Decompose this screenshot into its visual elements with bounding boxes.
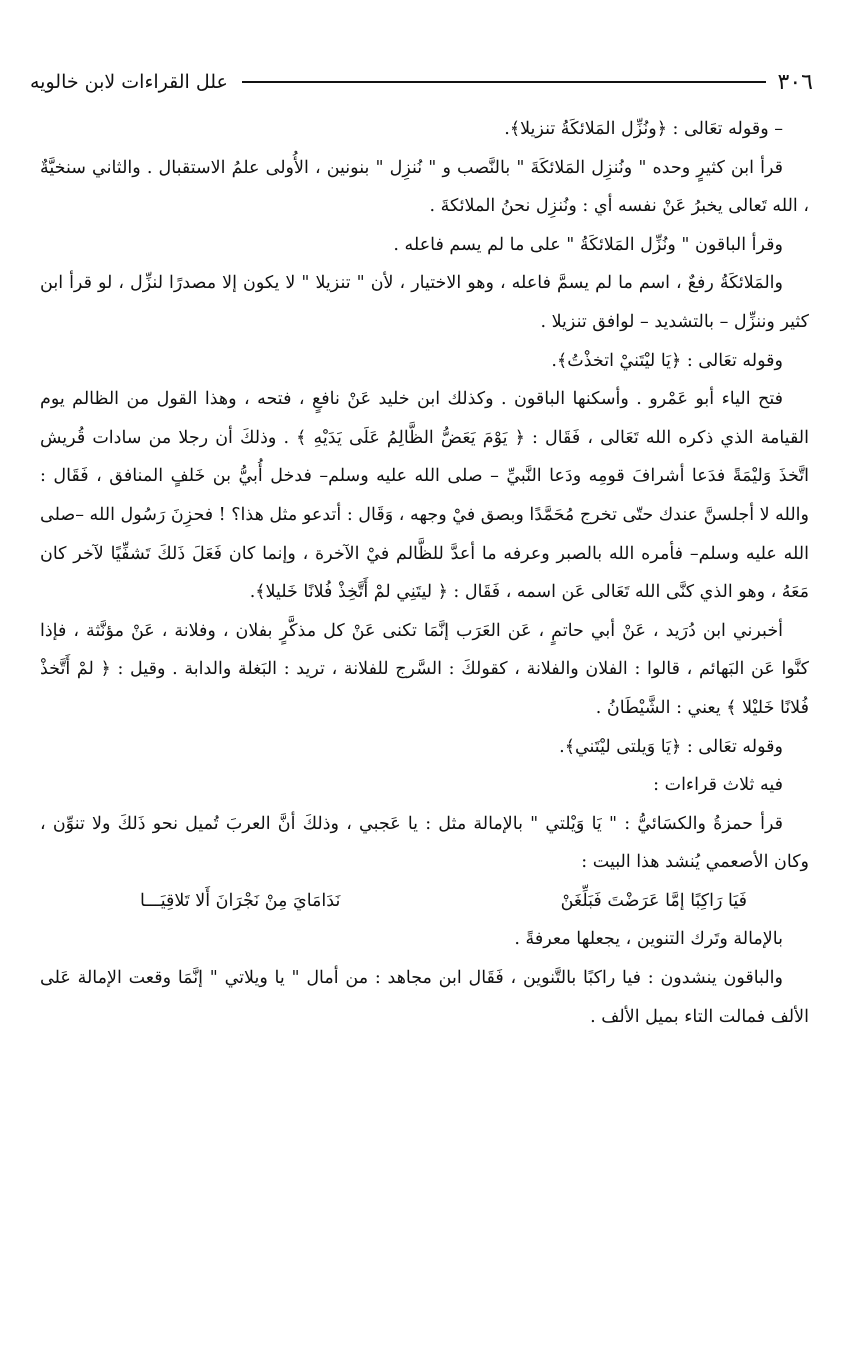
- paragraph: أخبرني ابن دُرَيد ، عَنْ أبي حاتمٍ ، عَن العَرَب إنَّمَا تكنى عَنْ كل مذكَّرٍ بفلان ، وفلانة ، عَنْ مؤنَّثة ، فإذا كنَّوا عَن البَهائم ، قالوا : الفلان والفلانة ، كقولكَ : السَّرج للفلانة ، تريد : البَغلة والدابة . وقيل : ﴿ لمْ أَتَّخذْ فُلانًا خَليْلا ﴾ يعني : الشَّيْطَانُ .: [40, 620, 809, 718]
- paragraph: وقوله تعَالى : ﴿يَا وَيلتى ليْتَني﴾.: [559, 736, 783, 757]
- poem-first-hemistich: فَيَا رَاكِبًا إمَّا عَرَضْتَ فَبَلِّغَنْ: [560, 890, 747, 911]
- paragraph: قرأ ابن كثيرٍ وحده " ونُنزِل المَلائكَةَ " بالنَّصب و " نُنزِل " بنونين ، الأُولى علمُ الاستقبال . والثاني سنخيَّةٌ ، الله تَعالى يخبرُ عَنْ نفسه أي : ونُنزِل نحنُ الملائكةَ .: [40, 157, 809, 217]
- paragraph: فيه ثلاث قراءات :: [653, 775, 783, 796]
- running-title: علل القراءات لابن خالويه: [30, 71, 228, 93]
- paragraph: والباقون ينشدون : فيا راكبًا بالتَّنوين ، فَقَال ابن مجاهد : من أمال " يا ويلاتي " إنَّمَا وقعت الإمالة عَلى الألف فمالت التاء بميل الألف .: [40, 968, 809, 1027]
- paragraph: فتح الياء أبو عَمْرو . وأسكنها الباقون . وكذلك ابن خليد عَنْ نافعٍ ، فتحه ، وهذا القول من الظالم يوم القيامة الذي ذكره الله تَعَالى ، فَقَال : ﴿ يَوْمَ يَعَضُّ الظَّالِمُ عَلَى يَدَيْهِ ﴾ . وذلكَ أن رجلا من سادات قُريش اتَّخذَ وَليْمَةً فدَعا أشرافَ قومِه ودَعا النَّبيِّ – صلى الله عليه وسلم– فدخل أُبيُّ بن خَلفٍ المنافق ، فَقَال : والله لا أجلسنَّ عندك حتّى تخرج مُحَمَّدًا وبصق فيْ وجهه ، وَقَال : أتدعو مثل هذا؟ ! فحزِنَ رَسُول الله –صلى الله عليه وسلم– فأمره الله بالصبر وعرفه ما أعدَّ للظَّالم فيْ الآخرة ، وإنما كان فَعَلَ ذَلكَ تَشفِّيًا لآخر كان مَعَهُ ، وهو الذي كنَّى الله تَعَالى عَن اسمه ، فَقَال : ﴿ ليتَنِي لمْ أَتَّخِذْ فُلانًا خَليلا﴾.: [40, 389, 810, 603]
- page-header: [30, 64, 813, 100]
- page-number: ٣٠٦: [777, 69, 813, 95]
- poem-second-hemistich: نَدَامَايَ مِنْ نَجْرَانَ أَلا تَلاقِيَـــا: [140, 890, 341, 911]
- header-rule: [242, 81, 766, 83]
- paragraph: وقرأ الباقون " ونُزِّل المَلائكَةُ " على ما لم يسم فاعله .: [393, 234, 783, 255]
- paragraph: – وقوله تعَالى : ﴿ونُزِّل المَلائكَةُ تنزيلا﴾.: [504, 119, 783, 139]
- paragraph: والمَلائكَةُ رفعٌ ، اسم ما لم يسمَّ فاعله ، وهو الاختيار ، لأن " تنزيلا " لا يكون إلا مصدرًا لنزِّل ، لو قرأ ابن كثير وننزِّل – بالتشديد – لوافق تنزيلا .: [40, 273, 809, 332]
- paragraph: قرأ حمزةُ والكسَائيُّ : " يَا وَيْلتي " بالإمالة مثل : يا عَجبي ، وذلكَ أنَّ العربَ تُميل نحو ذَلكَ ولا تنوِّن ، وكان الأصعمي يُنشد هذا البيت :: [40, 813, 809, 873]
- body-text: [40, 110, 809, 1036]
- paragraph: وقوله تعَالى : ﴿يَا ليْتَنيْ اتخذْتُ﴾.: [551, 350, 783, 371]
- paragraph: بالإمالة وتَرك التنوين ، يجعلها معرفةً .: [514, 929, 783, 950]
- poem-verse: [40, 882, 809, 921]
